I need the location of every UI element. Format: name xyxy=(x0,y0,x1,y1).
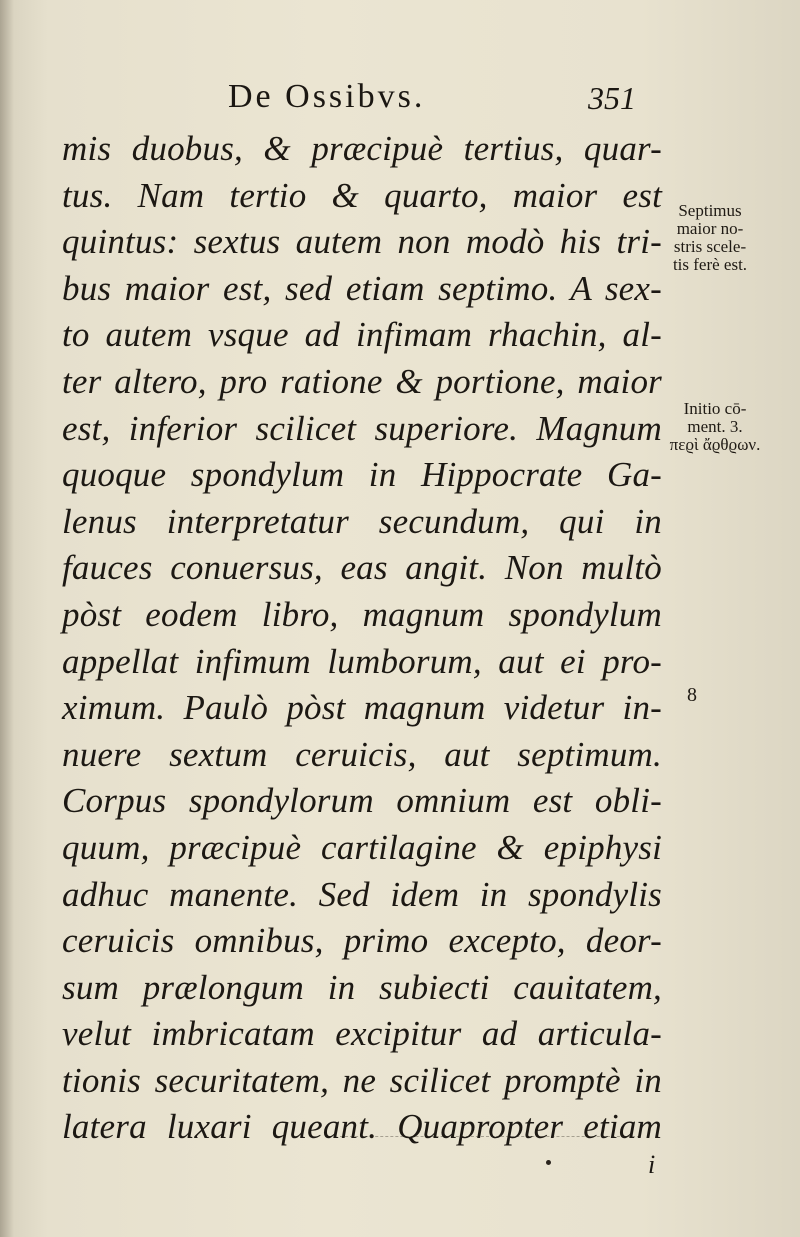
margin-note-line: Septimus xyxy=(678,201,742,220)
text-line: quum, præcipuè cartilagine & epiphysi xyxy=(62,827,662,867)
text-line: bus maior est, sed etiam septimo. A sex- xyxy=(62,268,662,308)
page-number: 351 xyxy=(588,80,636,116)
text-line: to autem vsque ad infimam rhachin, al- xyxy=(62,315,662,355)
text-line: est, inferior scilicet superiore. Magnum xyxy=(62,408,662,448)
text-line: sum prælongum in subiecti cauitatem, xyxy=(62,967,662,1007)
margin-note-initio xyxy=(664,400,766,454)
text-line: mis duobus, & præcipuè tertius, quar- xyxy=(62,129,662,168)
margin-note-septimus xyxy=(654,202,766,274)
page-header xyxy=(0,78,680,118)
text-line: latera luxari queant. Quapropter etiam xyxy=(62,1107,662,1147)
text-line: ximum. Paulò pòst magnum videtur in- xyxy=(62,688,662,728)
text-line: ter altero, pro ratione & portione, maior xyxy=(62,361,662,401)
margin-note-line: ment. 3. xyxy=(687,417,743,436)
catchword: i xyxy=(648,1150,656,1179)
text-line: lenus interpretatur secundum, qui in xyxy=(62,501,662,541)
margin-note-line: πεϱὶ ἄϱθϱων. xyxy=(669,435,761,454)
ink-dot xyxy=(546,1160,551,1165)
bottom-rule xyxy=(340,1136,640,1138)
text-line: quintus: sextus autem non modò his tri- xyxy=(62,222,662,262)
margin-note-line: Initio cō- xyxy=(683,399,747,418)
margin-note-line: stris scele- xyxy=(673,237,747,256)
text-line: pòst eodem libro, magnum spondylum xyxy=(62,594,662,634)
margin-note-line: maior no- xyxy=(676,219,744,238)
margin-note-number: 8 xyxy=(687,684,697,706)
margin-note-line: tis ferè est. xyxy=(672,255,748,274)
body-text xyxy=(62,126,662,1151)
text-line: velut imbricatam excipitur ad articula- xyxy=(62,1014,662,1054)
text-line: nuere sextum ceruicis, aut septimum. xyxy=(62,734,662,774)
text-line: adhuc manente. Sed idem in spondylis xyxy=(62,874,662,914)
text-line: tionis securitatem, ne scilicet promptè in xyxy=(62,1060,662,1100)
text-line: quoque spondylum in Hippocrate Ga- xyxy=(62,455,662,495)
running-head: De Ossibvs. xyxy=(228,78,426,115)
text-line: fauces conuersus, eas angit. Non multò xyxy=(62,548,662,588)
page-gutter-shadow xyxy=(0,0,14,1237)
text-line: ceruicis omnibus, primo excepto, deor- xyxy=(62,921,662,961)
text-line: Corpus spondylorum omnium est obli- xyxy=(62,781,662,821)
text-line: appellat infimum lumborum, aut ei pro- xyxy=(62,641,662,681)
text-line: tus. Nam tertio & quarto, maior est xyxy=(62,175,662,215)
